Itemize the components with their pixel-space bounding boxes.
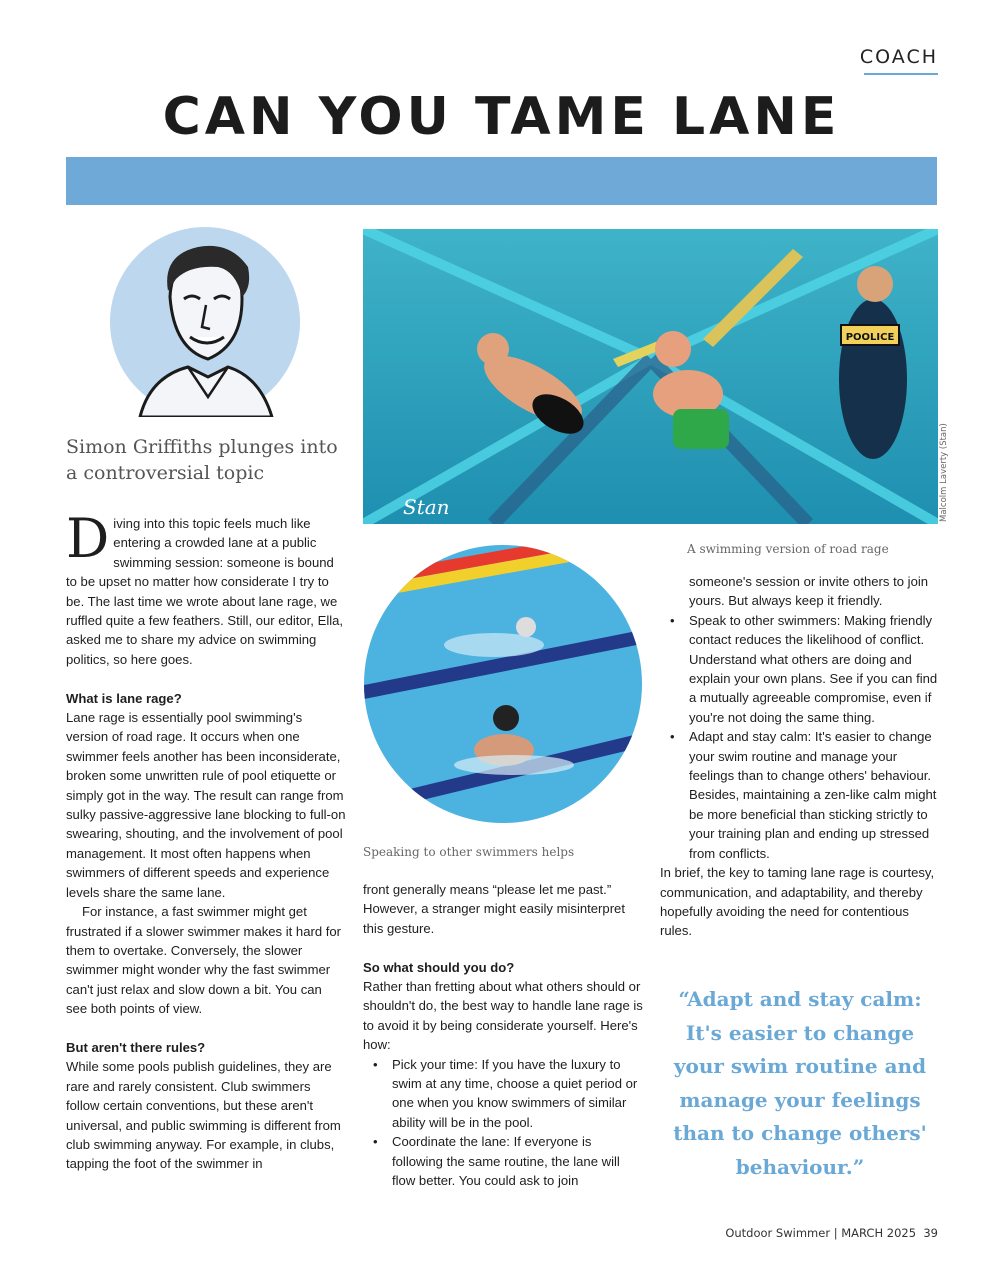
paragraph: While some pools publish guidelines, they are rare and rarely consistent. Club swimmers follow certain conventions, but these aren't universal, and public swimming is different from club swimming anyway. For example, in clubs, tapping the foot of the swimmer in bbox=[66, 1059, 341, 1172]
intro-paragraph: Diving into this topic feels much like entering a crowded lane at a public swimming session: someone is bound to be upset no matter how considerate I try to be. The last time we wrote about lane rage, we ruffled quite a few feathers. Still, our editor, Ella, asked me to share my advice on swimming politics, so here goes. bbox=[66, 507, 344, 667]
subheading-what-to-do: So what should you do? bbox=[363, 959, 515, 975]
police-badge-text: POOLICE bbox=[845, 332, 895, 343]
section-underline bbox=[864, 73, 938, 75]
photo-caption: Speaking to other swimmers helps bbox=[363, 845, 575, 859]
illustration-credit: Malcolm Laverty (Stan) bbox=[939, 423, 949, 522]
list-item: • Coordinate the lane: If everyone is following the same routine, the lane will flow better. You could ask to join bbox=[363, 1132, 643, 1190]
page-footer bbox=[725, 1226, 938, 1240]
article-column-3 bbox=[660, 572, 940, 941]
headline: CAN YOU TAME LANE bbox=[162, 87, 841, 147]
header-band bbox=[66, 157, 937, 205]
article-column-1 bbox=[66, 507, 346, 1174]
dropcap: D bbox=[66, 507, 110, 570]
pull-quote: “Adapt and stay calm: It's easier to change your swim routine and manage your feelings than to change others' behaviour.” bbox=[673, 987, 927, 1179]
paragraph: Rather than fretting about what others should or shouldn't do, the best way to handle lane rage is to avoid it by being considerate yourself. Here's how: bbox=[363, 979, 643, 1053]
page-number: 39 bbox=[923, 1226, 938, 1240]
list-item: • Adapt and stay calm: It's easier to change your swim routine and manage your feelings than to change others' behaviour. Besides, maintaining a zen-like calm might be more beneficial than sticking strictly to your training plan and ending up stressed from conflicts. bbox=[660, 727, 940, 863]
tips-list-continued bbox=[660, 611, 940, 863]
standfirst: Simon Griffiths plunges into a controversial topic bbox=[66, 436, 338, 484]
illustration-caption: A swimming version of road rage bbox=[687, 542, 889, 556]
list-item: • Speak to other swimmers: Making friendly contact reduces the likelihood of conflict. Understand what others are doing and explain your own plans. See if you can find a mutually agreeable compromise, even if you're not doing the same thing. bbox=[660, 611, 940, 727]
paragraph: Lane rage is essentially pool swimming's version of road rage. It occurs when one swimmer feels another has been inconsiderate, broken some unwritten rule of pool etiquette or simply got in the way. The result can range from sulky passive-aggressive lane blocking to full-on swearing, shouting, and the involvement of pool management. It most often happens when swimmers of different speeds and experience levels share the same lane. bbox=[66, 710, 346, 900]
paragraph: For instance, a fast swimmer might get frustrated if a slower swimmer makes it hard for them to overtake. Conversely, the slower swimmer might wonder why the fast swimmer can't just relax and slow down a bit. You can see both points of view. bbox=[66, 904, 342, 1017]
paragraph: front generally means “please let me past.” However, a stranger might easily misinterpret this gesture. bbox=[363, 882, 625, 936]
lane-rage-illustration bbox=[363, 229, 938, 524]
section-label: COACH bbox=[859, 46, 938, 68]
list-item: • Pick your time: If you have the luxury to swim at any time, choose a quiet period or one when you know swimmers of similar ability will be in the pool. bbox=[363, 1055, 643, 1133]
conclusion-paragraph: In brief, the key to taming lane rage is courtesy, communication, and adaptability, and thereby hopefully avoiding the need for contentious rules. bbox=[660, 865, 935, 939]
swimmers-photo bbox=[364, 545, 642, 823]
article-column-2 bbox=[363, 880, 643, 1190]
subheading-what-is-lane-rage: What is lane rage? bbox=[66, 690, 182, 706]
paragraph: someone's session or invite others to join yours. But always keep it friendly. bbox=[689, 574, 929, 609]
tips-list bbox=[363, 1055, 643, 1191]
author-portrait bbox=[110, 227, 300, 417]
footer-publication: Outdoor Swimmer | MARCH 2025 bbox=[725, 1226, 917, 1240]
subheading-rules: But aren't there rules? bbox=[66, 1039, 206, 1055]
artist-signature: Stan bbox=[403, 495, 450, 519]
